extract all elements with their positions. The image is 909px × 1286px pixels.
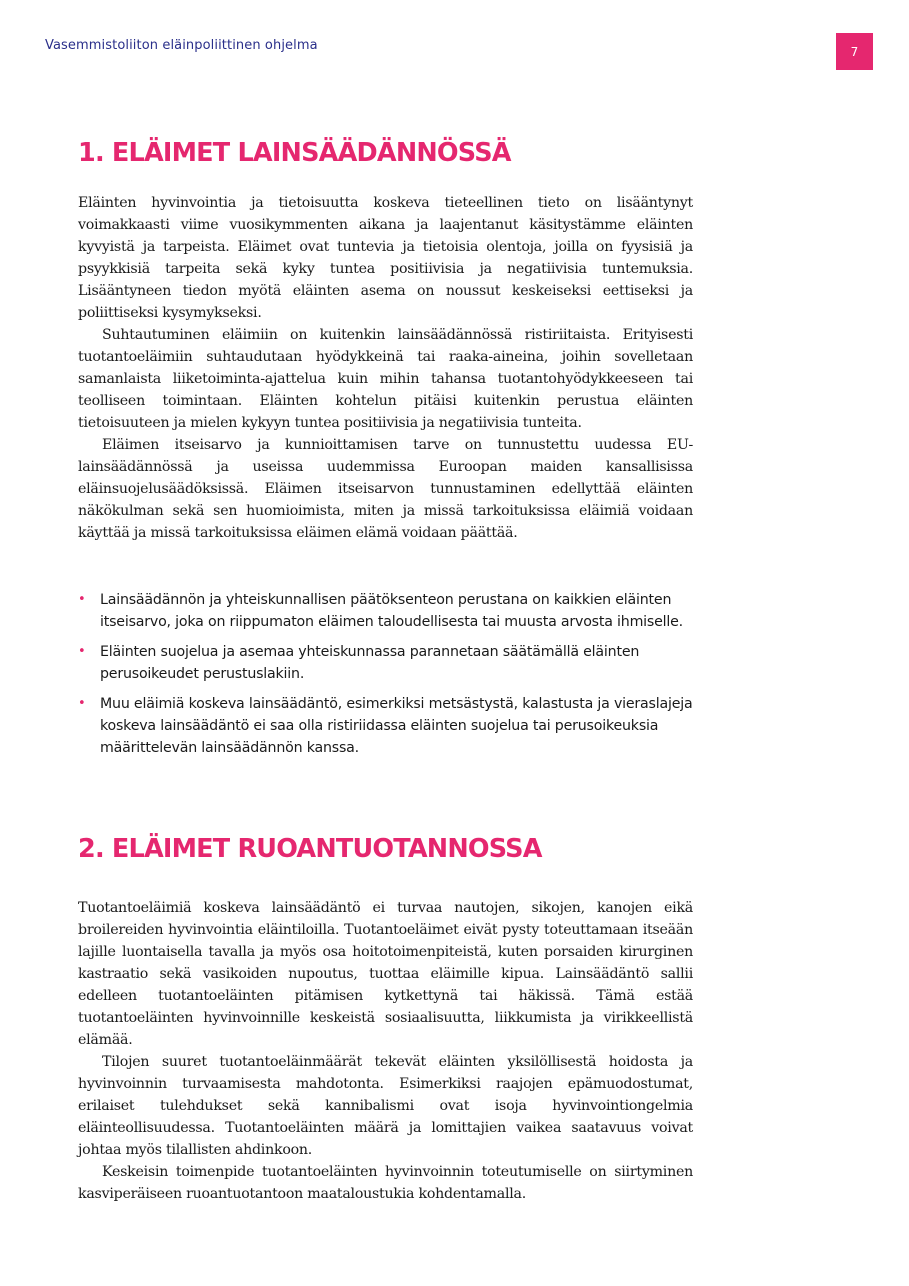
section-2-heading: 2. ELÄIMET RUOANTUOTANNOSSA	[78, 834, 542, 864]
page-number: 7	[836, 33, 873, 70]
paragraph: Eläimen itseisarvo ja kunnioittamisen tarve on tunnustettu uudessa EU-lainsäädännössä ja useissa uudemmissa Euroopan maiden kansallisissa eläinsuojelusäädöksissä. Eläimen itseisarvon tunnustaminen edellyttää eläinten näkökulman sekä sen huomioimista, miten ja missä tarkoituksissa eläimiä voidaan käyttää ja missä tarkoituksissa eläimen elämä voidaan päättää.	[78, 437, 693, 541]
paragraph: Eläinten hyvinvointia ja tietoisuutta koskeva tieteellinen tieto on lisääntynyt voimakkaasti viime vuosikymmenten aikana ja laajentanut käsitystämme eläinten kyvyistä ja tarpeista. Eläimet ovat tuntevia ja tietoisia olentoja, joilla on fyysisiä ja psyykkisiä tarpeita sekä kyky tuntea positiivisia ja negatiivisia tuntemuksia. Lisääntyneen tiedon myötä eläinten asema on noussut keskeiseksi eettiseksi ja poliittiseksi kysymykseksi.	[78, 195, 693, 321]
list-item-text: Muu eläimiä koskeva lainsäädäntö, esimerkiksi metsästystä, kalastusta ja vieraslajeja koskeva lainsäädäntö ei saa olla ristiriidassa eläinten suojelua tai perusoikeuksia määrittelevän lainsäädännön kanssa.	[100, 696, 693, 756]
list-item-text: Lainsäädännön ja yhteiskunnallisen päätöksenteon perustana on kaikkien eläinten itseisarvo, joka on riippumaton eläimen taloudellisesta tai muusta arvosta ihmiselle.	[100, 592, 683, 630]
list-item	[78, 641, 693, 685]
section-2-body	[78, 897, 693, 1205]
section-1-heading: 1. ELÄIMET LAINSÄÄDÄNNÖSSÄ	[78, 138, 511, 168]
running-title: Vasemmistoliiton eläinpoliittinen ohjelma	[45, 38, 318, 53]
list-item-text: Eläinten suojelua ja asemaa yhteiskunnassa parannetaan säätämällä eläinten perusoikeudet perustuslakiin.	[100, 644, 640, 682]
paragraph: Tilojen suuret tuotantoeläinmäärät tekevät eläinten yksilöllisestä hoidosta ja hyvinvoinnin turvaamisesta mahdotonta. Esimerkiksi raajojen epämuodostumat, erilaiset tulehdukset sekä kannibalismi ovat isoja hyvinvointiongelmia eläinteollisuudessa. Tuotantoeläinten määrä ja lomittajien vaikea saatavuus voivat johtaa myös tilallisten ahdinkoon.	[78, 1054, 693, 1158]
list-item	[78, 693, 693, 759]
paragraph: Suhtautuminen eläimiin on kuitenkin lainsäädännössä ristiriitaista. Erityisesti tuotantoeläimiin suhtaudutaan hyödykkeinä tai raaka-aineina, joihin sovelletaan samanlaista liiketoiminta-ajattelua kuin mihin tahansa tuotantohyödykkeeseen tai teolliseen toimintaan. Eläinten kohtelun pitäisi kuitenkin perustua eläinten tietoisuuteen ja mielen kykyyn tuntea positiivisia ja negatiivisia tunteita.	[78, 327, 693, 431]
bullet-icon: •	[78, 592, 86, 607]
bullet-icon: •	[78, 696, 86, 711]
section-1-bullet-list	[78, 589, 693, 767]
list-item	[78, 589, 693, 633]
bullet-icon: •	[78, 644, 86, 659]
paragraph: Tuotantoeläimiä koskeva lainsäädäntö ei turvaa nautojen, sikojen, kanojen eikä broilereiden hyvinvointia eläintiloilla. Tuotantoeläimet eivät pysty toteuttamaan itseään lajille luontaisella tavalla ja myös osa hoitotoimenpiteistä, kuten porsaiden kirurginen kastraatio sekä vasikoiden nupoutus, tuottaa eläimille kipua. Lainsäädäntö sallii edelleen tuotantoeläinten pitämisen kytkettynä tai häkissä. Tämä estää tuotantoeläinten hyvinvoinnille keskeistä sosiaalisuutta, liikkumista ja virikkeellistä elämää.	[78, 900, 693, 1048]
paragraph: Keskeisin toimenpide tuotantoeläinten hyvinvoinnin toteutumiselle on siirtyminen kasviperäiseen ruoantuotantoon maataloustukia kohdentamalla.	[78, 1164, 693, 1202]
section-1-body	[78, 192, 693, 544]
